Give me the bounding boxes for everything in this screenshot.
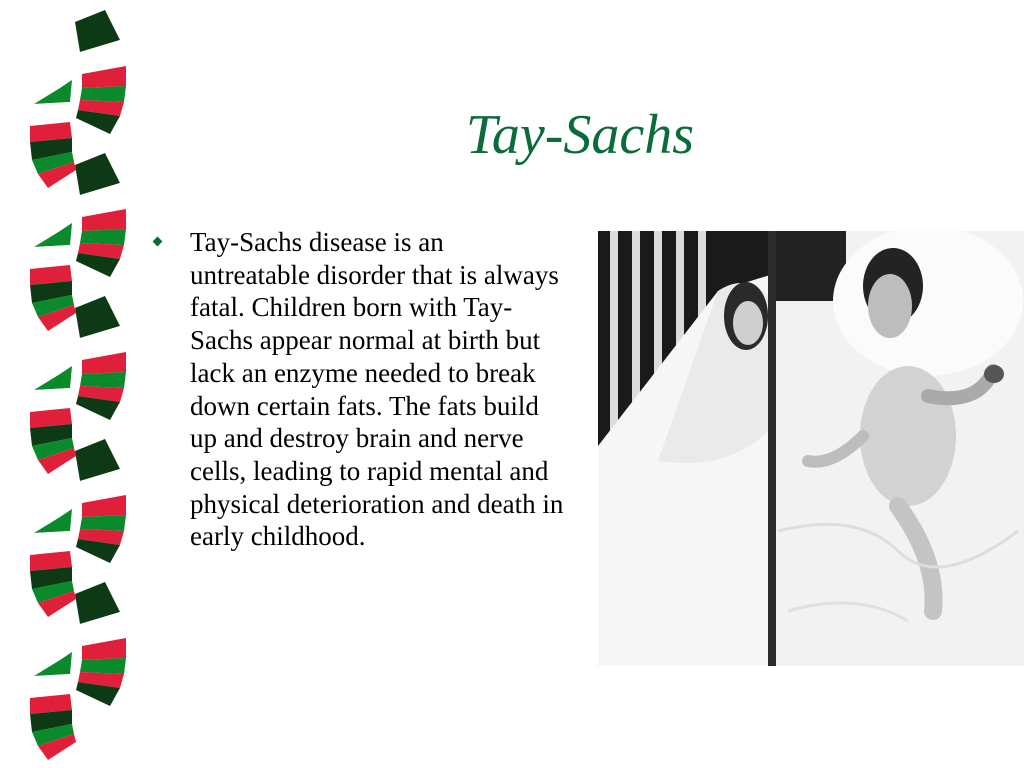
bullet-item — [150, 226, 570, 553]
patient-photo — [598, 231, 1024, 666]
bullet-text: Tay-Sachs disease is an untreatable disorder that is always fatal. Children born with Tay-Sachs appear normal at birth but lack an enzyme needed to break down certain fats. The fats build up and destroy brain and nerve cells, leading to rapid mental and physical deterioration and death in early childhood. — [190, 227, 564, 552]
helix-strand-right — [75, 10, 126, 706]
diamond-bullet-icon — [153, 237, 163, 247]
slide-title: Tay-Sachs — [465, 104, 695, 166]
bullet-list — [150, 226, 570, 553]
helix-strand-left — [30, 80, 76, 760]
dna-helix-decoration — [20, 0, 140, 768]
